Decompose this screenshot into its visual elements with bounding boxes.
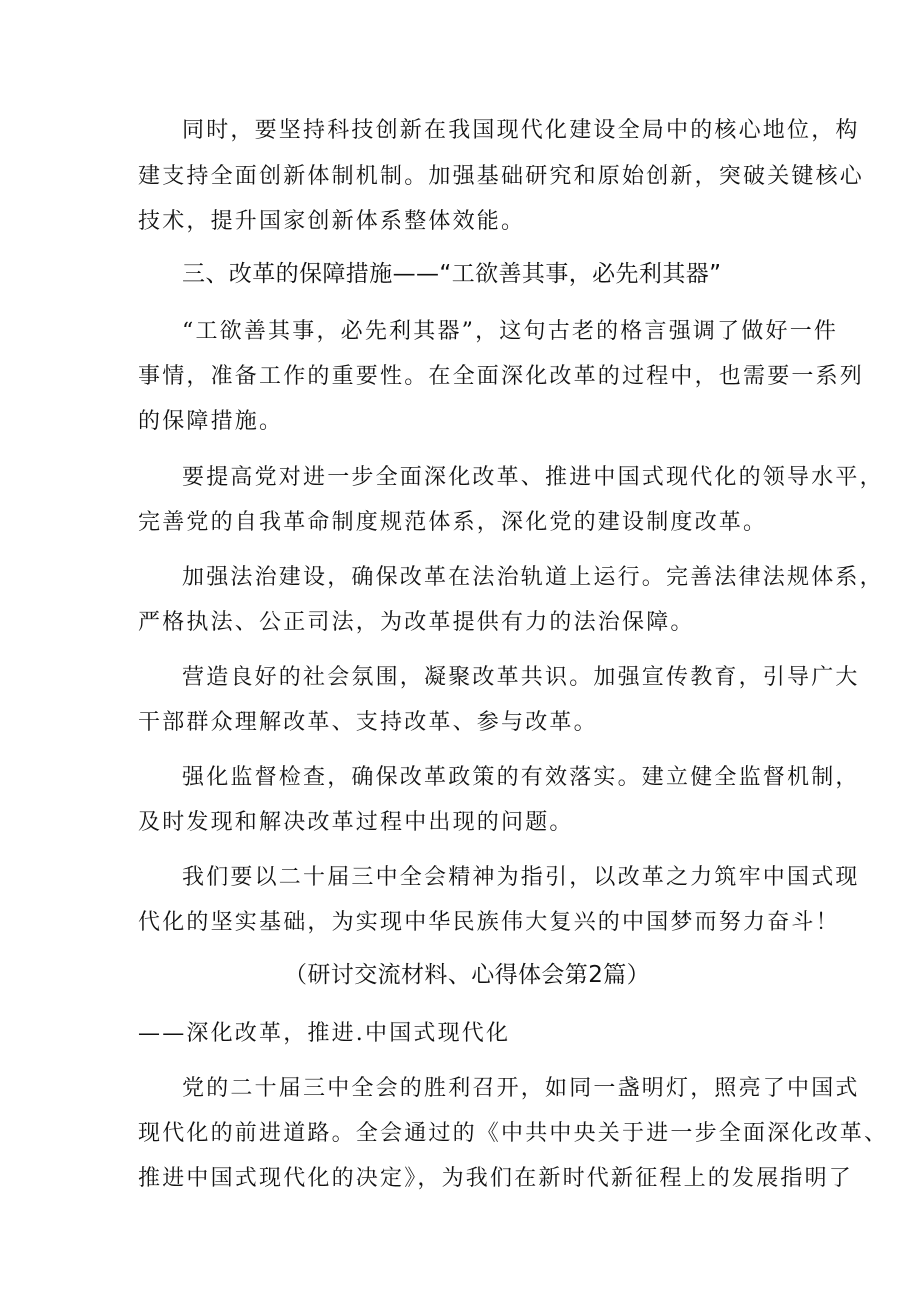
paragraph-line: 现代化的前进道路。全会通过的《中共中央关于进一步全面深化改革、 (138, 1121, 889, 1146)
paragraph-line: 我们要以二十届三中全会精神为指引，以改革之力筑牢中国式现 (182, 865, 860, 890)
paragraph-line: 技术，提升国家创新体系整体效能。 (138, 209, 526, 234)
paragraph-line: 推进中国式现代化的决定》，为我们在新时代新征程上的发展指明了 (138, 1166, 854, 1191)
paragraph-line: 营造良好的社会氛围，凝聚改革共识。加强宣传教育，引导广大 (182, 665, 860, 690)
paragraph-line: 事情，准备工作的重要性。在全面深化改革的过程中，也需要一系列 (138, 364, 865, 389)
paragraph-line: 干部群众理解改革、支持改革、参与改革。 (138, 710, 598, 735)
section-heading: 三、改革的保障措施——“工欲善其事，必先利其器” (182, 261, 722, 287)
paragraph-line: 加强法治建设，确保改革在法治轨道上运行。完善法律法规体系， (182, 565, 884, 590)
article-heading: （研讨交流材料、心得体会第2篇） (284, 962, 651, 988)
paragraph-line: 完善党的自我革命制度规范体系，深化党的建设制度改革。 (138, 510, 768, 535)
paragraph-line: 严格执法、公正司法，为改革提供有力的法治保障。 (138, 610, 695, 635)
article-subtitle: ——深化改革，推进.中国式现代化 (138, 1021, 511, 1046)
paragraph-line: 强化监督检查，确保改革政策的有效落实。建立健全监督机制， (182, 765, 860, 790)
paragraph-line: 代化的坚实基础，为实现中华民族伟大复兴的中国梦而努力奋斗！ (138, 910, 840, 935)
paragraph-line: 建支持全面创新体制机制。加强基础研究和原始创新，突破关键核心 (138, 164, 865, 189)
paragraph-line: 党的二十届三中全会的胜利召开，如同一盏明灯，照亮了中国式 (182, 1076, 860, 1101)
paragraph-line: 及时发现和解决改革过程中出现的问题。 (138, 810, 574, 835)
paragraph-line: 的保障措施。 (138, 409, 284, 434)
paragraph-line: 要提高党对进一步全面深化改革、推进中国式现代化的领导水平， (182, 465, 884, 490)
paragraph-line: “工欲善其事，必先利其器”，这句古老的格言强调了做好一件 (182, 319, 839, 344)
paragraph-line: 同时，要坚持科技创新在我国现代化建设全局中的核心地位，构 (182, 118, 860, 143)
